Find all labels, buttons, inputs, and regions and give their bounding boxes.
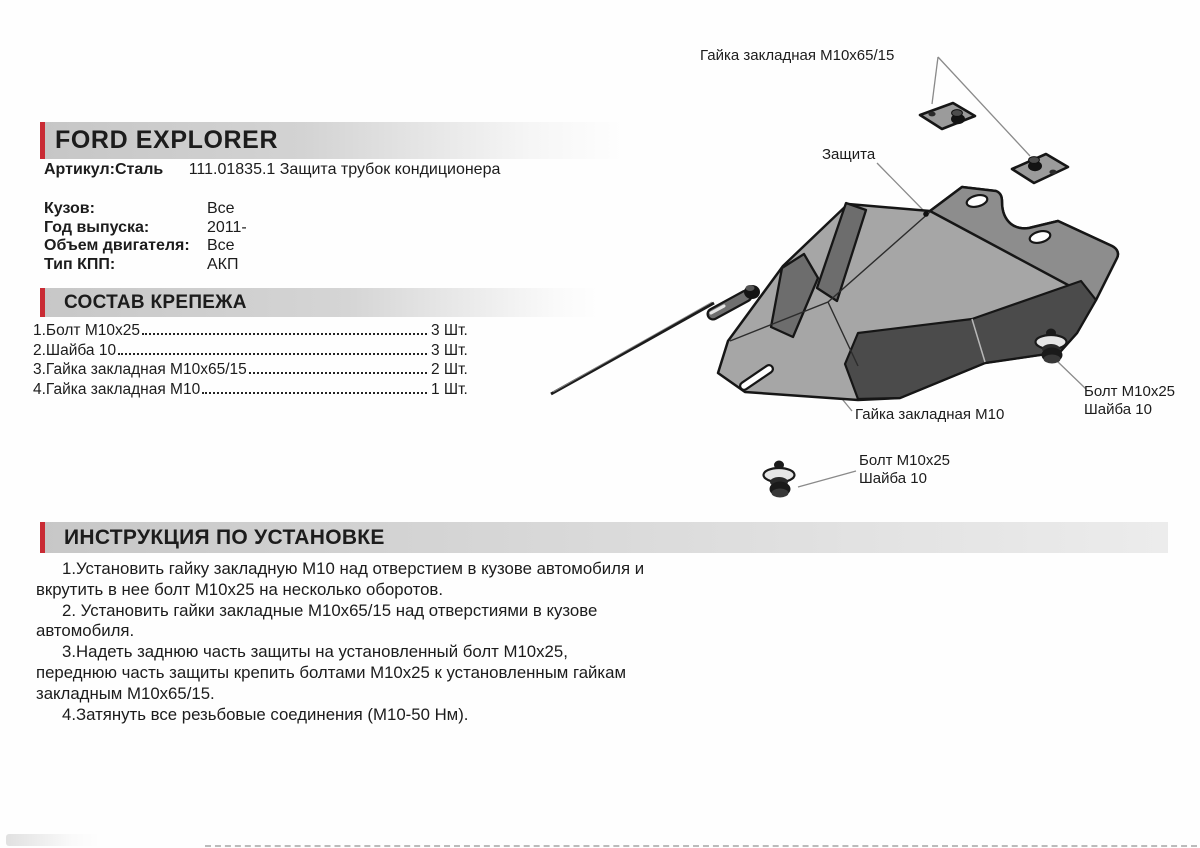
callout-shield: Защита: [822, 146, 876, 163]
article-line: [44, 161, 500, 179]
fasteners-section-title: СОСТАВ КРЕПЕЖА: [64, 291, 247, 313]
list-item: [33, 341, 477, 361]
spec-row: [44, 256, 247, 275]
fastener-qty: 3 Шт.: [431, 341, 468, 359]
dot-leader: [142, 333, 427, 335]
fastener-name: 4.Гайка закладная М10: [33, 381, 201, 399]
spec-row: [44, 237, 247, 256]
list-item: [33, 321, 477, 341]
vehicle-header-bar: [40, 122, 625, 159]
spec-table: [44, 200, 247, 274]
red-accent-bar: [40, 522, 45, 553]
scan-smudge: [6, 834, 101, 846]
callout-bolt-right: [1084, 383, 1175, 418]
spec-row: [44, 219, 247, 238]
technical-drawing: [540, 30, 1190, 515]
spec-value: Все: [207, 237, 235, 254]
instruction-step: 4.Затянуть все резьбовые соединения (М10-50 Нм).: [62, 704, 469, 724]
spec-label: Кузов:: [44, 200, 95, 217]
dot-leader: [202, 392, 427, 394]
callout-bolt-bottom: [859, 452, 950, 487]
callout-embedded-nut-m10x65: Гайка закладная М10х65/15: [700, 47, 895, 64]
callout-bolt-right-line1: Болт М10х25: [1084, 383, 1176, 400]
instructions-header-bar: [40, 522, 1168, 553]
fastener-name: 2.Шайба 10: [33, 341, 117, 359]
spec-value: Все: [207, 200, 235, 217]
fasteners-header-bar: [40, 288, 600, 317]
list-item: [33, 360, 477, 380]
red-accent-bar: [40, 288, 45, 317]
instruction-step: 1.Установить гайку закладную М10 над отверстием в кузове автомобиля и вкрутить в нее болт М10х25 на несколько оборотов.: [36, 559, 645, 599]
article-label: Артикул:Сталь: [44, 161, 164, 178]
fastener-name: 3.Гайка закладная М10х65/15: [33, 361, 247, 379]
instruction-step: 3.Надеть заднюю часть защиты на установленный болт М10х25, переднюю часть защиты крепить болтами М10х25 к установленным гайкам закладным М10х65/15.: [36, 642, 626, 703]
shield-drawing: [718, 187, 1118, 400]
spec-value: 2011-: [207, 218, 247, 236]
embedded-nut-plate-icon: [1012, 154, 1068, 183]
embedded-nut-plate-icon: [920, 103, 975, 129]
spec-value: АКП: [207, 255, 239, 273]
spec-label: Объем двигателя:: [44, 237, 190, 254]
list-item: [33, 380, 477, 400]
scan-edge-dashes: [205, 845, 1197, 847]
callout-bolt-right-line2: Шайба 10: [1084, 400, 1152, 418]
callout-bolt-bottom-line2: Шайба 10: [859, 469, 927, 487]
dot-leader: [249, 372, 427, 374]
fastener-qty: 1 Шт.: [431, 381, 468, 399]
fastener-qty: 3 Шт.: [431, 322, 468, 339]
fastener-list: [33, 321, 477, 400]
fastener-qty: 2 Шт.: [431, 361, 468, 379]
instructions-section-title: ИНСТРУКЦИЯ ПО УСТАНОВКЕ: [64, 525, 385, 549]
red-accent-bar: [40, 122, 45, 159]
fastener-name: 1.Болт М10х25: [33, 322, 140, 339]
bolt-washer-icon: [764, 461, 795, 498]
spec-label: Год выпуска:: [44, 218, 150, 236]
spec-row: [44, 200, 247, 219]
instruction-step: 2. Установить гайки закладные М10х65/15 над отверстиями в кузове автомобиля.: [36, 600, 598, 641]
callout-bolt-bottom-line1: Болт М10х25: [859, 452, 951, 469]
dot-leader: [118, 353, 427, 355]
vehicle-title: FORD EXPLORER: [55, 126, 279, 154]
article-value: 111.01835.1 Защита трубок кондиционера: [188, 161, 501, 178]
callout-embedded-nut-m10: Гайка закладная М10: [855, 406, 1005, 423]
spec-label: Тип КПП:: [44, 255, 116, 273]
instruction-steps: [36, 559, 648, 725]
